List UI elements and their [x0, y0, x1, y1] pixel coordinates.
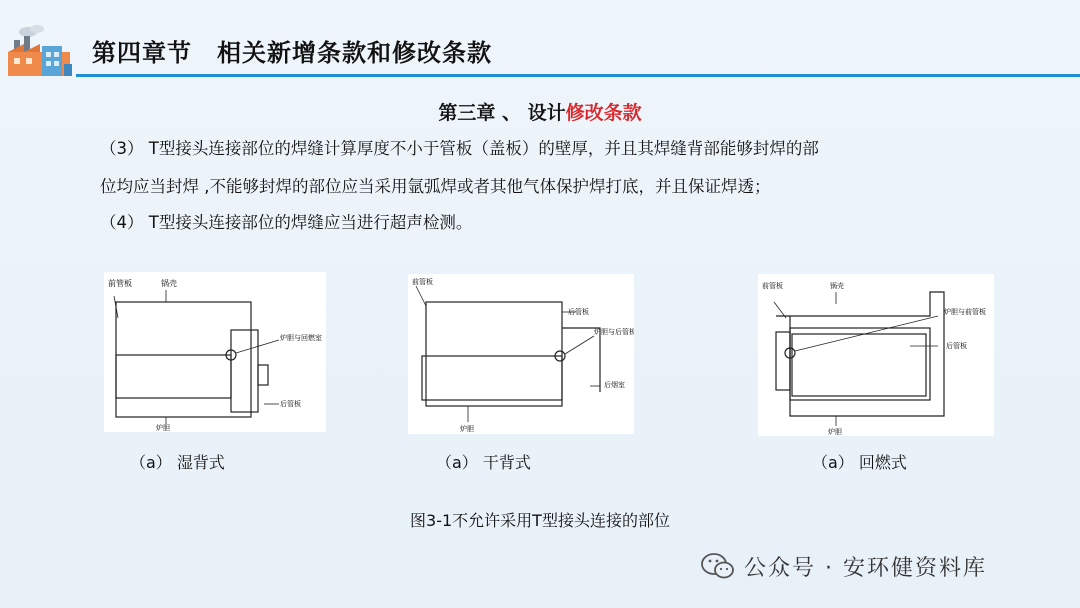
- watermark-text: 公众号 · 安环健资料库: [744, 556, 987, 581]
- section-heading: [0, 98, 1080, 125]
- section-heading-prefix: 第三章 、 设计: [438, 102, 566, 124]
- label-junction: 炉胆与回燃室: [280, 334, 322, 342]
- item4-text: （4） T型接头连接部位的焊缝应当进行超声检测。: [100, 213, 473, 232]
- label-junction: 炉胆与后管板: [594, 328, 634, 336]
- item3-line1: （3） T型接头连接部位的焊缝计算厚度不小于管板（盖板）的壁厚，并且其焊缝背部能够封焊的部: [100, 139, 819, 158]
- label-front-plate: 前管板: [412, 278, 433, 286]
- label-furnace: 炉胆: [828, 428, 842, 436]
- item3-line2: 位均应当封焊 ,不能够封焊的部位应当采用氩弧焊或者其他气体保护焊打底，并且保证焊透；: [100, 177, 771, 196]
- figure-title: 图3-1不允许采用T型接头连接的部位: [410, 511, 670, 530]
- header: [0, 0, 1080, 78]
- figure-wet-back: [104, 272, 326, 432]
- factory-icon: [6, 24, 76, 78]
- wet-back-diagram: [104, 272, 326, 432]
- label-front-plate: 前管板: [108, 279, 132, 288]
- label-furnace: 炉胆: [156, 424, 170, 432]
- figure-dry-back: [408, 274, 634, 434]
- header-divider: [76, 74, 1080, 77]
- caption-dry-back: （a） 干背式: [436, 453, 531, 472]
- label-front-plate: 前管板: [762, 282, 783, 290]
- wechat-icon: [700, 551, 736, 581]
- label-rear-plate: 后管板: [280, 400, 301, 408]
- label-shell: 锅壳: [161, 279, 177, 288]
- figure-reversal-chamber: [758, 274, 994, 436]
- label-rear-plate: 后管板: [946, 342, 967, 350]
- label-shell: 锅壳: [830, 282, 844, 290]
- section-heading-highlight: 修改条款: [565, 102, 642, 124]
- caption-reversal-chamber: （a） 回燃式: [812, 453, 907, 472]
- label-rear-smoke-chamber: 后烟室: [604, 381, 625, 389]
- page-title: 第四章节 相关新增条款和修改条款: [92, 39, 492, 67]
- label-junction: 炉胆与前管板: [944, 308, 986, 316]
- dry-back-diagram: [408, 274, 634, 434]
- label-furnace: 炉胆: [460, 425, 474, 433]
- watermark: [700, 551, 1060, 581]
- caption-wet-back: （a） 湿背式: [130, 453, 225, 472]
- label-rear-plate: 后管板: [568, 308, 589, 316]
- reversal-chamber-diagram: [758, 274, 994, 436]
